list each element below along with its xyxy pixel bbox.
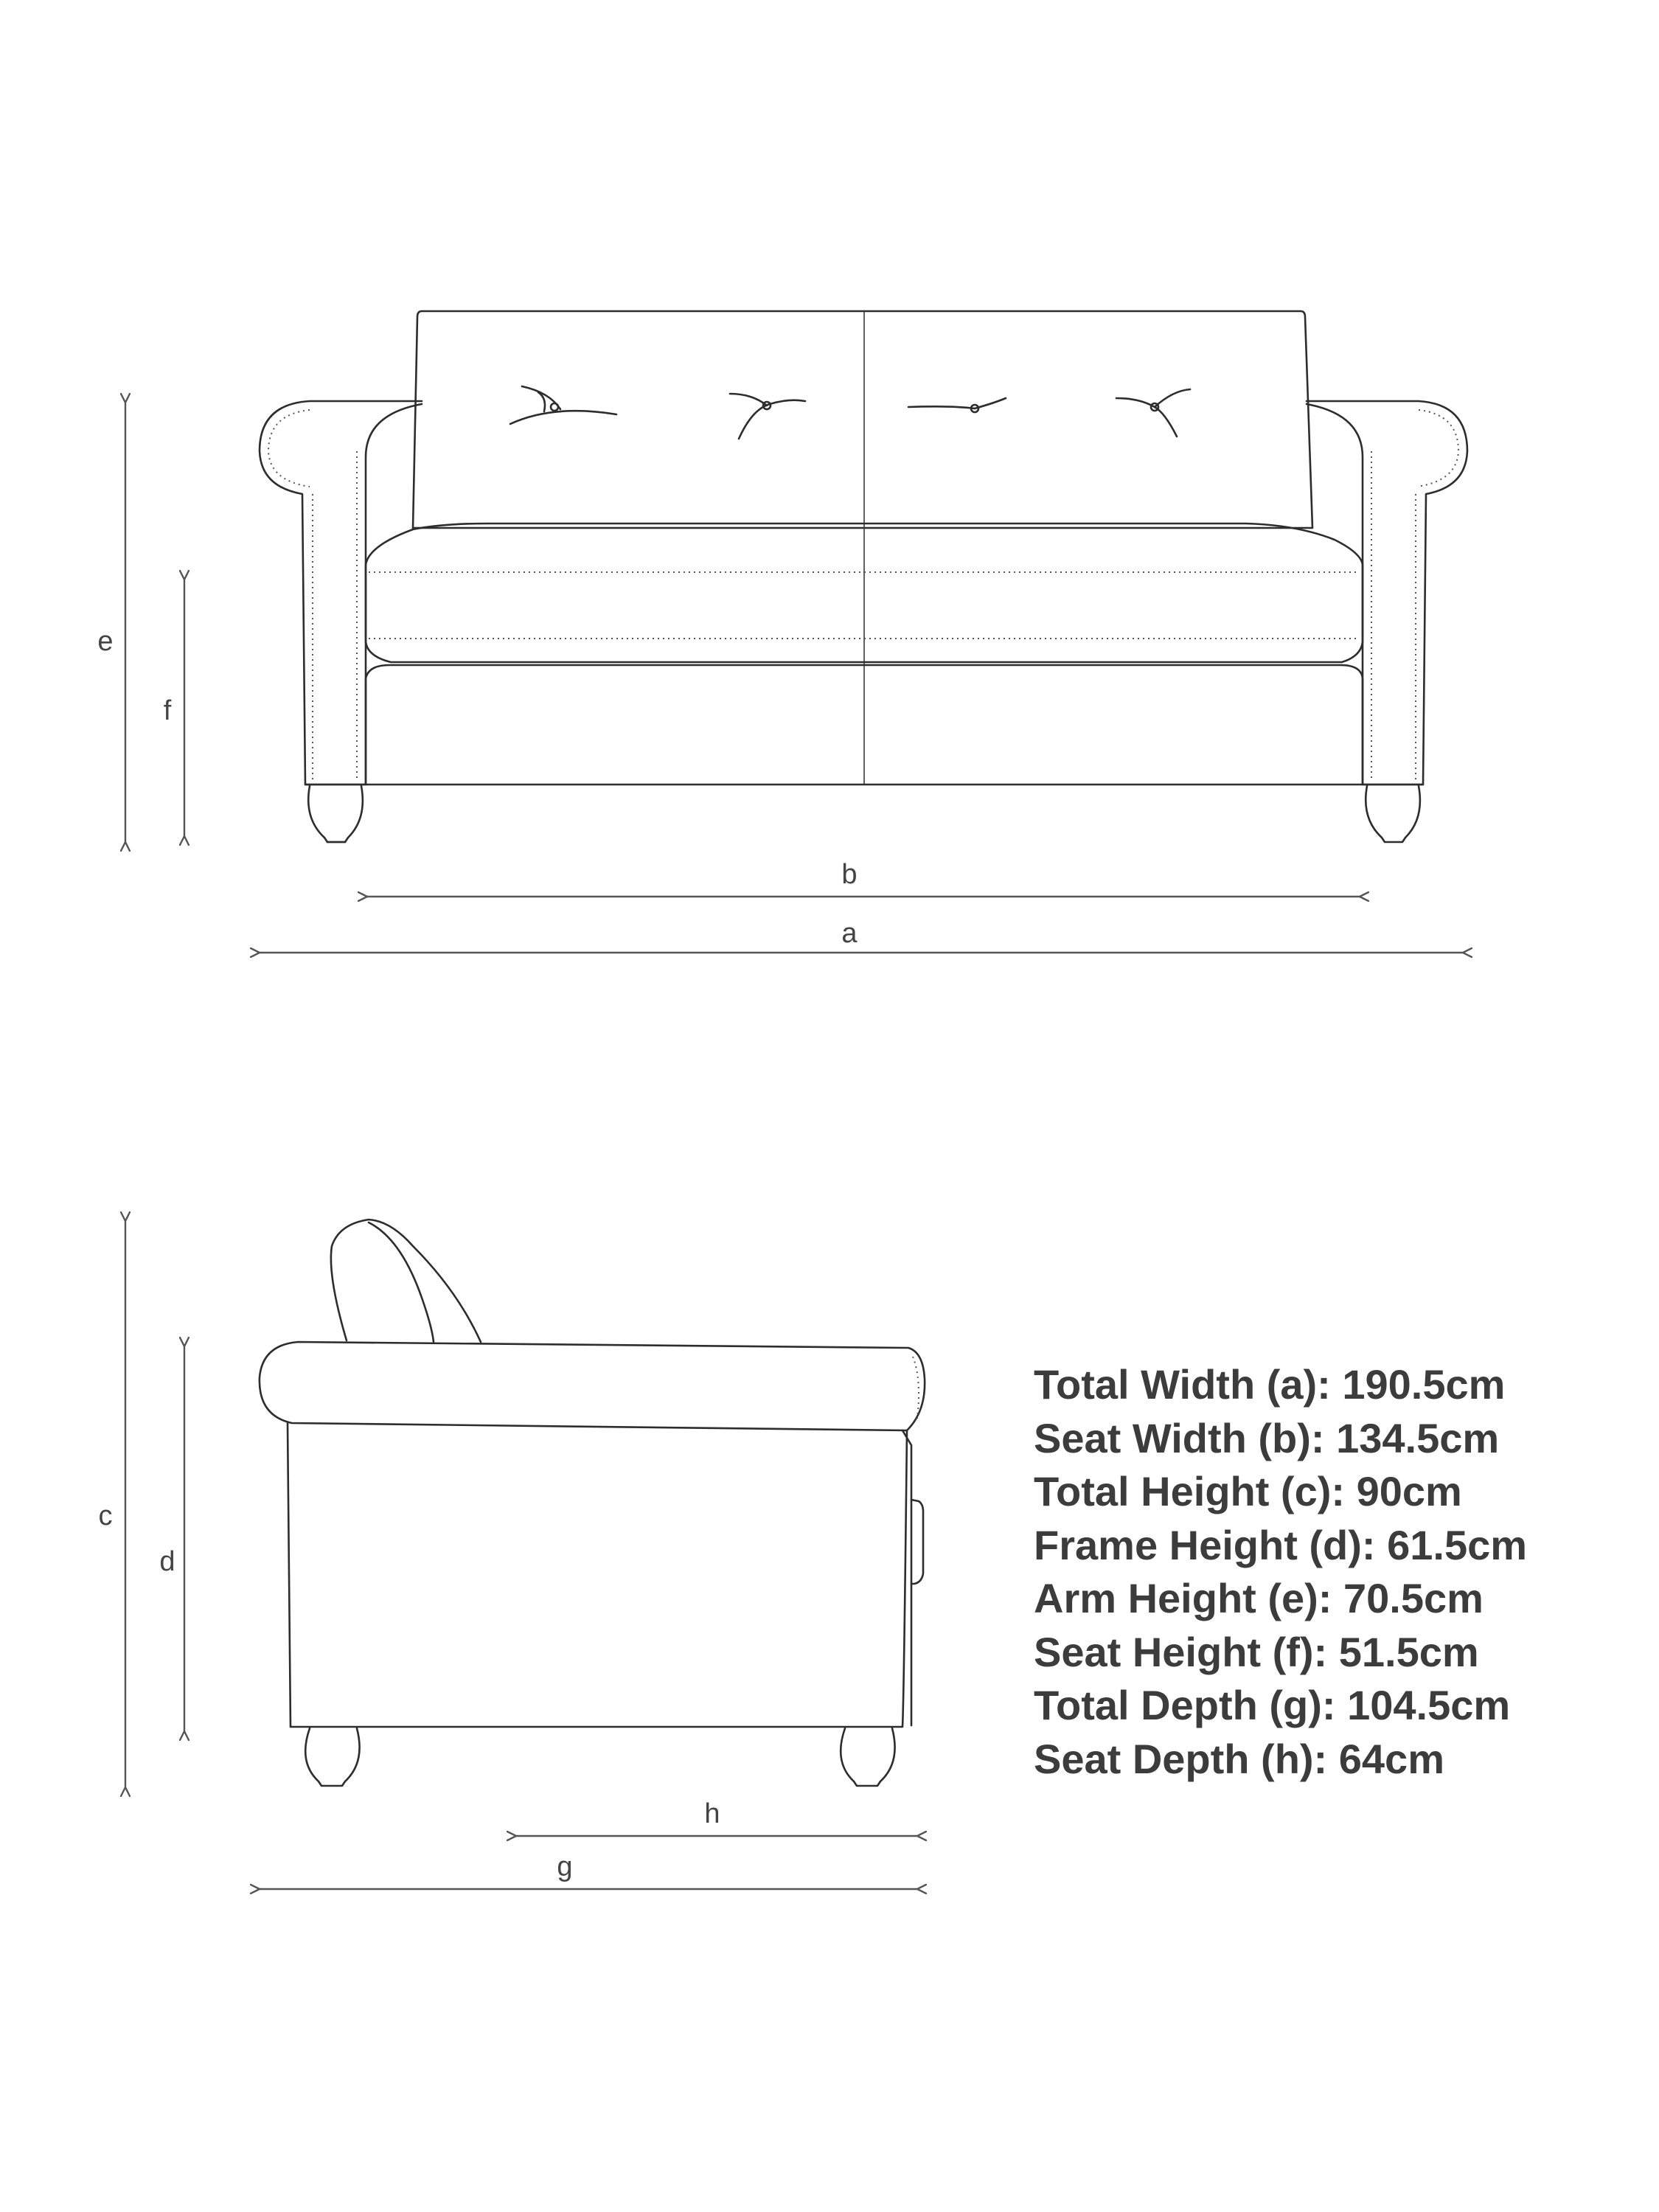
tufting-buttons	[510, 386, 1190, 439]
spec-total-width: Total Width (a): 190.5cm	[1034, 1361, 1506, 1408]
dimension-label-a: a	[841, 918, 858, 949]
side-body	[288, 1423, 907, 1727]
side-arm-piping	[913, 1357, 919, 1419]
tuft-button	[908, 398, 1006, 412]
spec-arm-height: Arm Height (e): 70.5cm	[1034, 1575, 1484, 1621]
left-arm	[260, 401, 422, 785]
side-dimension-lines	[99, 1221, 918, 1889]
spec-seat-depth: Seat Depth (h): 64cm	[1034, 1735, 1444, 1782]
spec-total-height: Total Height (c): 90cm	[1034, 1468, 1462, 1514]
spec-frame-height: Frame Height (d): 61.5cm	[1034, 1521, 1528, 1568]
front-left-foot	[308, 786, 363, 842]
right-arm	[1307, 401, 1467, 785]
tuft-button	[1116, 389, 1190, 437]
back-cushion	[413, 311, 1312, 528]
side-rear-foot	[841, 1728, 894, 1786]
dimension-label-d: d	[159, 1546, 175, 1577]
side-back-cushion	[331, 1220, 481, 1342]
specifications-list	[1034, 1358, 1527, 1786]
tuft-button	[510, 386, 616, 424]
spec-seat-height: Seat Height (f): 51.5cm	[1034, 1628, 1479, 1675]
front-right-foot	[1366, 786, 1420, 842]
side-arm-roll	[260, 1342, 925, 1430]
spec-seat-width: Seat Width (b): 134.5cm	[1034, 1414, 1500, 1461]
side-front-foot	[305, 1728, 359, 1786]
dimension-label-e: e	[97, 626, 114, 657]
dimension-label-f: f	[163, 695, 172, 726]
spec-total-depth: Total Depth (g): 104.5cm	[1034, 1682, 1511, 1728]
front-dimension-lines	[97, 403, 1463, 953]
right-arm-piping	[1417, 410, 1458, 487]
tuft-button	[730, 394, 805, 439]
dimension-label-g: g	[557, 1851, 573, 1882]
sofa-front-view	[260, 311, 1467, 842]
dimension-label-c: c	[98, 1500, 113, 1531]
dimension-label-h: h	[704, 1798, 720, 1829]
left-arm-piping	[268, 410, 310, 487]
dimension-label-b: b	[841, 859, 858, 890]
sofa-side-view	[260, 1220, 925, 1786]
side-rear-rail	[911, 1500, 923, 1584]
